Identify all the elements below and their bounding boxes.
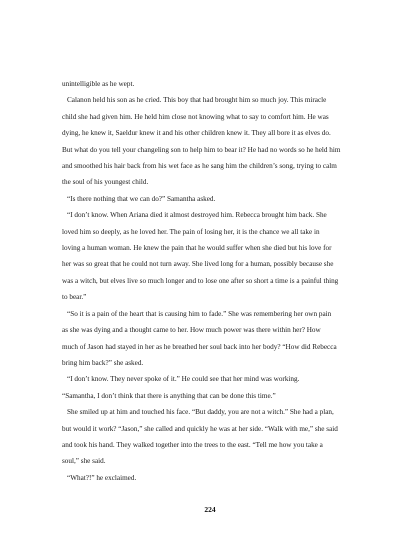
text-line: bring him back?” she asked. bbox=[62, 358, 144, 367]
text-line: and smoothed his hair back from his wet face as he sang him the children’s song, trying to calm bbox=[62, 162, 337, 171]
text-line: was a witch, but elves live so much longer and to lose one after so short a time is a painful thing bbox=[62, 276, 339, 285]
page-number: 224 bbox=[204, 505, 216, 514]
text-line: “I don’t know. When Ariana died it almost destroyed him. Rebecca brought him back. She bbox=[67, 211, 327, 220]
text-line: “Samantha, I don’t think that there is anything that can be done this time.” bbox=[62, 391, 276, 400]
text-line: the soul of his youngest child. bbox=[62, 178, 149, 187]
body-text bbox=[62, 76, 380, 486]
text-line: “So it is a pain of the heart that is causing him to fade.” She was remembering her own pain bbox=[67, 309, 332, 318]
text-line: “I don’t know. They never spoke of it.” He could see that her mind was working. bbox=[67, 375, 300, 384]
text-line: “What?!” he exclaimed. bbox=[67, 473, 137, 482]
text-line: child she had given him. He held him close not knowing what to say to comfort him. He was bbox=[62, 112, 329, 121]
text-line: “Is there nothing that we can do?” Samantha asked. bbox=[67, 194, 216, 203]
text-line: and took his hand. They walked together into the trees to the east. “Tell me how you take a bbox=[62, 440, 323, 449]
text-line: unintelligible as he wept. bbox=[62, 80, 135, 88]
text-line: loving a human woman. He knew the pain that he would suffer when she died but his love for bbox=[62, 244, 332, 253]
text-line: soul,” she said. bbox=[62, 457, 106, 466]
text-line: She smiled up at him and touched his face. “But daddy, you are not a witch.” She had a plan, bbox=[67, 408, 334, 417]
text-line: her was so great that he could not turn away. She lived long for a human, possibly because she bbox=[62, 260, 334, 269]
text-line: but would it work? “Jason,” she called and quickly he was at her side. “Walk with me,” she said bbox=[62, 424, 338, 433]
text-line: Calanon held his son as he cried. This boy that had brought him so much joy. This miracle bbox=[67, 96, 327, 105]
text-line: But what do you tell your changeling son to help him to bear it? He had no words so he held him bbox=[62, 145, 341, 154]
text-line: dying, he knew it, Saeldur knew it and his other children knew it. They all bore it as elves do. bbox=[62, 129, 331, 138]
text-line: much of Jason had stayed in her as he breathed her soul back into her body? “How did Rebecca bbox=[62, 342, 337, 351]
text-line: loved him so deeply, as he loved her. The pain of losing her, it is the chance we all take in bbox=[62, 227, 320, 236]
text-line: as she was dying and a thought came to her. How much power was there within her? How bbox=[62, 326, 321, 335]
text-line: to bear.” bbox=[62, 293, 87, 302]
